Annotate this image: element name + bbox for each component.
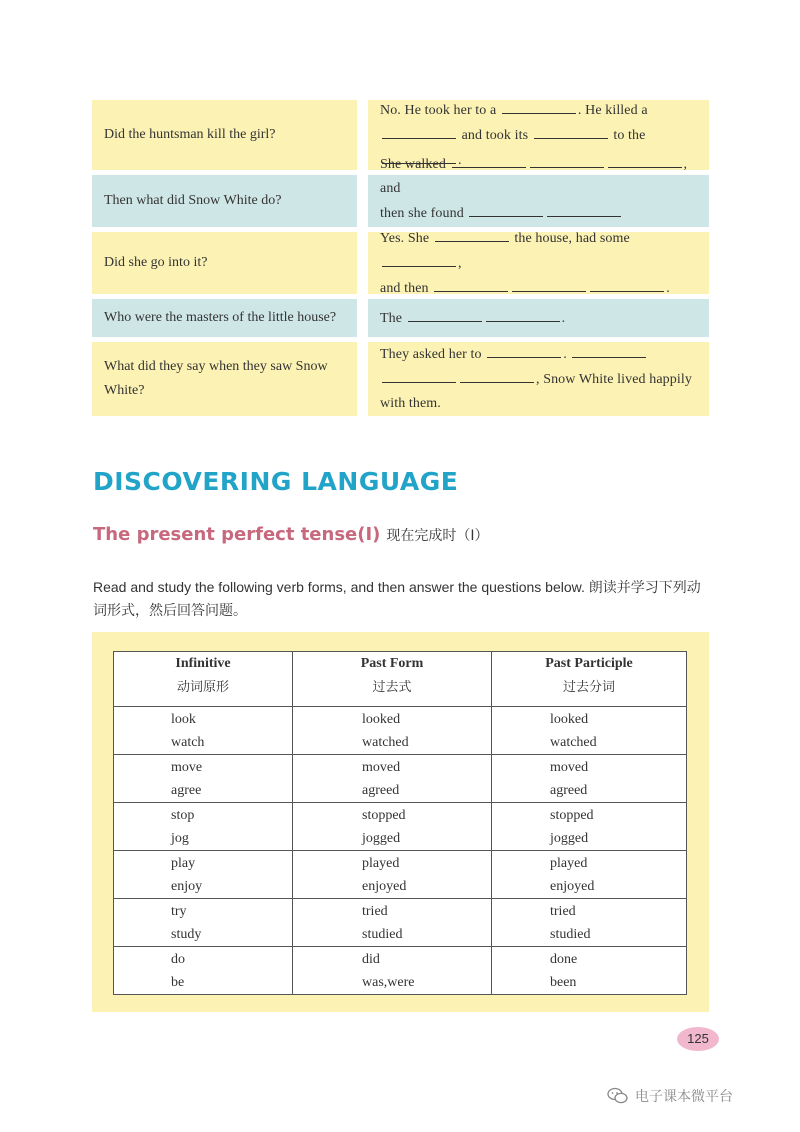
question-cell: What did they say when they saw Snow White?	[92, 342, 357, 416]
verb-form: did	[362, 952, 380, 967]
verb-form: played	[362, 856, 400, 871]
verb-cell	[114, 851, 293, 899]
question-cell: Then what did Snow White do?	[92, 175, 357, 227]
verb-cell	[293, 755, 492, 803]
verb-table-box	[92, 632, 709, 1012]
verb-form: done	[550, 952, 578, 967]
wechat-icon	[607, 1087, 629, 1105]
table-row	[114, 851, 687, 899]
verb-form: studied	[550, 927, 591, 942]
verb-cell	[114, 755, 293, 803]
verb-form: jogged	[550, 831, 589, 846]
verb-cell	[492, 803, 687, 851]
question-cell: Who were the masters of the little house?	[92, 299, 357, 337]
verb-form: stopped	[362, 808, 406, 823]
verb-form: looked	[362, 712, 401, 727]
subtitle-english: The present perfect tense(I)	[93, 524, 381, 545]
answer-blank	[460, 367, 534, 383]
qa-row	[92, 342, 709, 416]
answer-cell: She walked , and then she found	[368, 175, 709, 227]
verb-form: do	[171, 952, 185, 967]
header-past-participle: Past Participle 过去分词	[492, 652, 687, 707]
verb-cell	[293, 803, 492, 851]
section-title: DISCOVERING LANGUAGE	[93, 467, 459, 496]
answer-blank	[435, 226, 509, 242]
verb-form: stop	[171, 808, 195, 823]
qa-row	[92, 232, 709, 294]
answer-cell: The .	[368, 299, 709, 337]
question-cell: Did the huntsman kill the girl?	[92, 100, 357, 170]
verb-form: moved	[550, 760, 589, 775]
verb-form: been	[550, 975, 577, 990]
answer-blank	[382, 367, 456, 383]
verb-form: be	[171, 975, 185, 990]
verb-form: enjoyed	[550, 879, 595, 894]
verb-form: try	[171, 904, 187, 919]
watermark-text: 电子课本微平台	[635, 1089, 733, 1105]
answer-blank	[452, 152, 526, 168]
verb-form: watched	[550, 735, 597, 750]
verb-form: watch	[171, 735, 205, 750]
verb-form: played	[550, 856, 588, 871]
verb-form: move	[171, 760, 203, 775]
verb-cell	[114, 803, 293, 851]
table-row	[114, 755, 687, 803]
answer-blank	[547, 201, 621, 217]
table-row	[114, 899, 687, 947]
verb-cell	[114, 947, 293, 995]
verb-cell	[293, 851, 492, 899]
answer-blank	[382, 123, 456, 139]
subtitle-chinese: 现在完成时（I）	[386, 528, 489, 544]
verb-form: enjoyed	[362, 879, 407, 894]
answer-cell: No. He took her to a . He killed a and took its to the .	[368, 100, 709, 170]
watermark	[607, 1086, 733, 1106]
verb-cell	[492, 707, 687, 755]
answer-cell: They asked her to . , Snow White lived happily with them.	[368, 342, 709, 416]
verb-form: was,were	[362, 975, 415, 990]
verb-form: looked	[550, 712, 589, 727]
header-past-form: Past Form 过去式	[293, 652, 492, 707]
verb-form: tried	[362, 904, 388, 919]
verb-cell	[114, 707, 293, 755]
verb-form: moved	[362, 760, 401, 775]
verb-form: enjoy	[171, 879, 203, 894]
verb-form: jogged	[362, 831, 401, 846]
verb-form: study	[171, 927, 202, 942]
answer-blank	[408, 306, 482, 322]
answer-blank	[534, 123, 608, 139]
instruction-text: Read and study the following verb forms, and then answer the questions below. 朗读并学习下列动词形式，然后回答问题。	[93, 579, 701, 618]
verb-form: watched	[362, 735, 409, 750]
verb-cell	[293, 707, 492, 755]
verb-cell	[492, 755, 687, 803]
verb-cell	[492, 899, 687, 947]
answer-blank	[487, 342, 561, 358]
answer-blank	[512, 276, 586, 292]
verb-form: look	[171, 712, 196, 727]
table-row	[114, 947, 687, 995]
qa-table	[92, 100, 709, 421]
verb-form: agree	[171, 783, 202, 798]
answer-blank	[572, 342, 646, 358]
answer-blank	[486, 306, 560, 322]
verb-form: tried	[550, 904, 576, 919]
verb-form: jog	[171, 831, 189, 846]
verb-form: agreed	[362, 783, 400, 798]
table-header-row	[114, 652, 687, 707]
table-row	[114, 707, 687, 755]
verb-forms-table	[113, 651, 687, 995]
verb-form: studied	[362, 927, 403, 942]
qa-row	[92, 299, 709, 337]
verb-form: stopped	[550, 808, 594, 823]
answer-blank	[469, 201, 543, 217]
verb-cell	[492, 851, 687, 899]
answer-blank	[608, 152, 682, 168]
answer-blank	[530, 152, 604, 168]
question-cell: Did she go into it?	[92, 232, 357, 294]
answer-blank	[382, 251, 456, 267]
answer-cell: Yes. She the house, had some , and then .	[368, 232, 709, 294]
verb-form: play	[171, 856, 196, 871]
answer-blank	[434, 276, 508, 292]
page-number: 125	[677, 1027, 719, 1051]
answer-blank	[590, 276, 664, 292]
qa-row	[92, 156, 709, 227]
answer-blank	[502, 98, 576, 114]
header-infinitive: Infinitive 动词原形	[114, 652, 293, 707]
verb-cell	[492, 947, 687, 995]
subtitle	[93, 524, 489, 545]
verb-cell	[114, 899, 293, 947]
table-row	[114, 803, 687, 851]
verb-cell	[293, 899, 492, 947]
verb-cell	[293, 947, 492, 995]
verb-form: agreed	[550, 783, 588, 798]
